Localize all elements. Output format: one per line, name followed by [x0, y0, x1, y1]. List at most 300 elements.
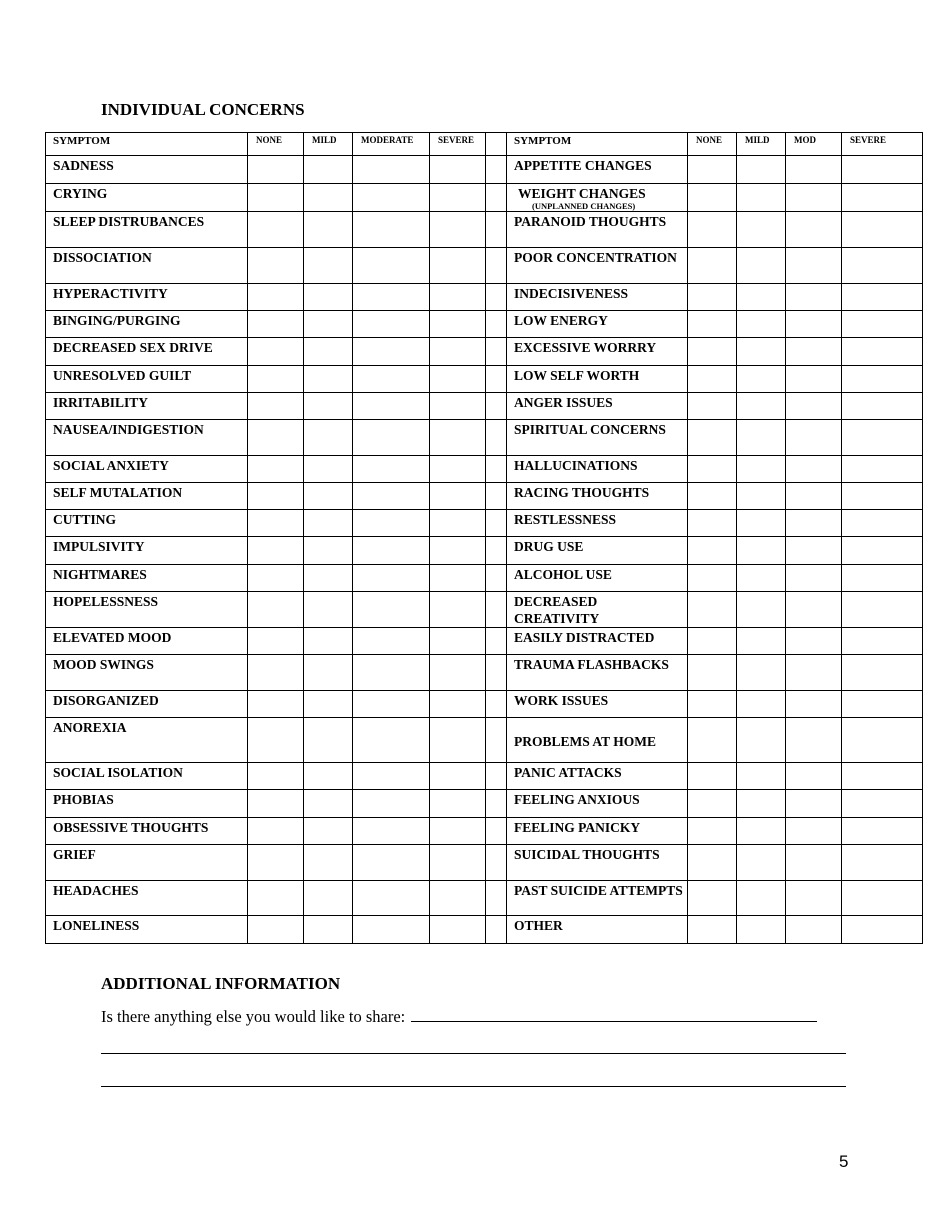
header-mild-left: MILD	[304, 133, 353, 156]
rating-cell-right-mod[interactable]	[786, 456, 842, 483]
rating-cell-left-none[interactable]	[248, 483, 304, 510]
rating-cell-left-moderate[interactable]	[353, 248, 430, 284]
rating-cell-right-none[interactable]	[688, 565, 737, 592]
table-row	[46, 510, 923, 537]
rating-cell-left-none[interactable]	[248, 338, 304, 366]
spacer-cell	[486, 718, 507, 763]
spacer-cell	[486, 483, 507, 510]
rating-cell-right-none[interactable]	[688, 393, 737, 420]
header-none-left: NONE	[248, 133, 304, 156]
symptom-label-left: HYPERACTIVITY	[46, 284, 248, 311]
rating-cell-left-severe[interactable]	[430, 818, 486, 845]
rating-cell-left-none[interactable]	[248, 763, 304, 790]
rating-cell-left-severe[interactable]	[430, 628, 486, 655]
symptom-label-left: OBSESSIVE THOUGHTS	[46, 818, 248, 845]
rating-cell-left-mild[interactable]	[304, 691, 353, 718]
table-row	[46, 483, 923, 510]
rating-cell-right-mild[interactable]	[737, 537, 786, 565]
spacer-cell	[486, 212, 507, 248]
rating-cell-right-none[interactable]	[688, 537, 737, 565]
rating-cell-left-mild[interactable]	[304, 818, 353, 845]
rating-cell-right-none[interactable]	[688, 311, 737, 338]
rating-cell-right-mod[interactable]	[786, 845, 842, 881]
rating-cell-left-moderate[interactable]	[353, 311, 430, 338]
rating-cell-right-mod[interactable]	[786, 284, 842, 311]
share-answer-line-3[interactable]	[101, 1086, 846, 1087]
table-row	[46, 628, 923, 655]
rating-cell-right-mod[interactable]	[786, 718, 842, 763]
rating-cell-left-moderate[interactable]	[353, 592, 430, 628]
header-none-right: NONE	[688, 133, 737, 156]
rating-cell-left-mild[interactable]	[304, 156, 353, 184]
rating-cell-right-none[interactable]	[688, 156, 737, 184]
table-row	[46, 184, 923, 212]
rating-cell-right-none[interactable]	[688, 718, 737, 763]
symptom-label-left: HEADACHES	[46, 881, 248, 916]
rating-cell-left-none[interactable]	[248, 818, 304, 845]
rating-cell-left-moderate[interactable]	[353, 718, 430, 763]
rating-cell-right-mod[interactable]	[786, 881, 842, 916]
rating-cell-right-mild[interactable]	[737, 184, 786, 212]
rating-cell-left-none[interactable]	[248, 691, 304, 718]
rating-cell-right-none[interactable]	[688, 248, 737, 284]
rating-cell-right-none[interactable]	[688, 763, 737, 790]
rating-cell-left-mild[interactable]	[304, 366, 353, 393]
rating-cell-left-none[interactable]	[248, 393, 304, 420]
rating-cell-left-severe[interactable]	[430, 592, 486, 628]
rating-cell-right-mod[interactable]	[786, 156, 842, 184]
symptom-label-right: SPIRITUAL CONCERNS	[507, 420, 688, 456]
rating-cell-right-mild[interactable]	[737, 311, 786, 338]
spacer-cell	[486, 881, 507, 916]
spacer-cell	[486, 565, 507, 592]
rating-cell-left-mild[interactable]	[304, 456, 353, 483]
rating-cell-right-severe[interactable]	[842, 655, 923, 691]
rating-cell-left-severe[interactable]	[430, 916, 486, 944]
symptom-label-right: RACING THOUGHTS	[507, 483, 688, 510]
rating-cell-right-mild[interactable]	[737, 338, 786, 366]
rating-cell-right-severe[interactable]	[842, 818, 923, 845]
table-row	[46, 845, 923, 881]
spacer-cell	[486, 916, 507, 944]
symptom-label-left: NIGHTMARES	[46, 565, 248, 592]
symptom-label-right: PANIC ATTACKS	[507, 763, 688, 790]
rating-cell-left-severe[interactable]	[430, 184, 486, 212]
spacer-cell	[486, 818, 507, 845]
rating-cell-right-mild[interactable]	[737, 691, 786, 718]
rating-cell-right-mod[interactable]	[786, 366, 842, 393]
rating-cell-right-severe[interactable]	[842, 718, 923, 763]
table-row	[46, 790, 923, 818]
rating-cell-left-mild[interactable]	[304, 284, 353, 311]
rating-cell-right-mild[interactable]	[737, 510, 786, 537]
symptom-label-left: SOCIAL ANXIETY	[46, 456, 248, 483]
symptom-label-right: LOW SELF WORTH	[507, 366, 688, 393]
symptom-label-right: PAST SUICIDE ATTEMPTS	[507, 881, 688, 916]
rating-cell-left-moderate[interactable]	[353, 691, 430, 718]
rating-cell-left-severe[interactable]	[430, 483, 486, 510]
share-answer-line-2[interactable]	[101, 1053, 846, 1054]
rating-cell-right-mild[interactable]	[737, 393, 786, 420]
page-number: 5	[839, 1152, 849, 1171]
rating-cell-left-moderate[interactable]	[353, 284, 430, 311]
rating-cell-left-moderate[interactable]	[353, 655, 430, 691]
rating-cell-left-mild[interactable]	[304, 565, 353, 592]
symptom-label-right: PARANOID THOUGHTS	[507, 212, 688, 248]
rating-cell-left-none[interactable]	[248, 366, 304, 393]
rating-cell-right-mod[interactable]	[786, 248, 842, 284]
rating-cell-left-none[interactable]	[248, 845, 304, 881]
rating-cell-left-severe[interactable]	[430, 284, 486, 311]
symptom-label-right: APPETITE CHANGES	[507, 156, 688, 184]
symptom-label-right: WORK ISSUES	[507, 691, 688, 718]
rating-cell-right-mild[interactable]	[737, 366, 786, 393]
rating-cell-right-severe[interactable]	[842, 284, 923, 311]
rating-cell-right-mild[interactable]	[737, 565, 786, 592]
rating-cell-left-mild[interactable]	[304, 248, 353, 284]
symptom-label-right: TRAUMA FLASHBACKS	[507, 655, 688, 691]
header-severe-left: SEVERE	[430, 133, 486, 156]
rating-cell-left-none[interactable]	[248, 565, 304, 592]
rating-cell-left-moderate[interactable]	[353, 156, 430, 184]
spacer-cell	[486, 592, 507, 628]
table-row	[46, 248, 923, 284]
header-spacer	[486, 133, 507, 156]
rating-cell-right-severe[interactable]	[842, 338, 923, 366]
rating-cell-left-severe[interactable]	[430, 311, 486, 338]
rating-cell-left-severe[interactable]	[430, 537, 486, 565]
rating-cell-left-none[interactable]	[248, 184, 304, 212]
rating-cell-right-none[interactable]	[688, 366, 737, 393]
rating-cell-left-mild[interactable]	[304, 338, 353, 366]
table-row	[46, 212, 923, 248]
rating-cell-right-mod[interactable]	[786, 510, 842, 537]
spacer-cell	[486, 790, 507, 818]
rating-cell-left-none[interactable]	[248, 537, 304, 565]
rating-cell-left-none[interactable]	[248, 510, 304, 537]
table-row	[46, 916, 923, 944]
rating-cell-right-severe[interactable]	[842, 628, 923, 655]
table-row	[46, 311, 923, 338]
rating-cell-right-none[interactable]	[688, 483, 737, 510]
table-row	[46, 592, 923, 628]
rating-cell-left-moderate[interactable]	[353, 184, 430, 212]
rating-cell-left-severe[interactable]	[430, 790, 486, 818]
rating-cell-left-severe[interactable]	[430, 691, 486, 718]
rating-cell-right-none[interactable]	[688, 184, 737, 212]
rating-cell-right-mod[interactable]	[786, 790, 842, 818]
rating-cell-right-mild[interactable]	[737, 248, 786, 284]
rating-cell-right-severe[interactable]	[842, 790, 923, 818]
rating-cell-right-severe[interactable]	[842, 483, 923, 510]
symptom-label-right: LOW ENERGY	[507, 311, 688, 338]
rating-cell-left-mild[interactable]	[304, 790, 353, 818]
rating-cell-left-moderate[interactable]	[353, 881, 430, 916]
rating-cell-left-severe[interactable]	[430, 565, 486, 592]
rating-cell-right-none[interactable]	[688, 510, 737, 537]
rating-cell-right-mild[interactable]	[737, 156, 786, 184]
rating-cell-left-moderate[interactable]	[353, 456, 430, 483]
rating-cell-right-none[interactable]	[688, 881, 737, 916]
rating-cell-left-severe[interactable]	[430, 510, 486, 537]
rating-cell-left-none[interactable]	[248, 284, 304, 311]
rating-cell-left-moderate[interactable]	[353, 790, 430, 818]
rating-cell-left-mild[interactable]	[304, 763, 353, 790]
table-row	[46, 818, 923, 845]
rating-cell-left-none[interactable]	[248, 592, 304, 628]
rating-cell-left-moderate[interactable]	[353, 212, 430, 248]
symptom-label-left: GRIEF	[46, 845, 248, 881]
share-question	[101, 1005, 817, 1027]
rating-cell-left-severe[interactable]	[430, 156, 486, 184]
section-title-individual-concerns: INDIVIDUAL CONCERNS	[101, 100, 305, 119]
rating-cell-right-none[interactable]	[688, 655, 737, 691]
table-row	[46, 338, 923, 366]
rating-cell-left-mild[interactable]	[304, 718, 353, 763]
rating-cell-right-severe[interactable]	[842, 184, 923, 212]
rating-cell-left-mild[interactable]	[304, 628, 353, 655]
rating-cell-left-mild[interactable]	[304, 184, 353, 212]
rating-cell-right-mod[interactable]	[786, 537, 842, 565]
rating-cell-left-mild[interactable]	[304, 845, 353, 881]
rating-cell-right-mild[interactable]	[737, 212, 786, 248]
symptom-label-right	[507, 184, 688, 212]
rating-cell-left-mild[interactable]	[304, 881, 353, 916]
symptom-label-left: UNRESOLVED GUILT	[46, 366, 248, 393]
symptom-label-left: SOCIAL ISOLATION	[46, 763, 248, 790]
rating-cell-right-none[interactable]	[688, 845, 737, 881]
symptom-label-right: DRUG USE	[507, 537, 688, 565]
rating-cell-left-mild[interactable]	[304, 212, 353, 248]
header-mild-right: MILD	[737, 133, 786, 156]
spacer-cell	[486, 763, 507, 790]
rating-cell-right-none[interactable]	[688, 212, 737, 248]
rating-cell-left-mild[interactable]	[304, 311, 353, 338]
symptom-table	[45, 132, 923, 944]
rating-cell-right-mild[interactable]	[737, 916, 786, 944]
rating-cell-right-mild[interactable]	[737, 628, 786, 655]
symptom-label-left: NAUSEA/INDIGESTION	[46, 420, 248, 456]
rating-cell-right-mild[interactable]	[737, 655, 786, 691]
rating-cell-left-mild[interactable]	[304, 483, 353, 510]
symptom-label-left: IRRITABILITY	[46, 393, 248, 420]
rating-cell-right-none[interactable]	[688, 818, 737, 845]
rating-cell-right-mod[interactable]	[786, 393, 842, 420]
table-header-row	[46, 133, 923, 156]
rating-cell-left-severe[interactable]	[430, 248, 486, 284]
rating-cell-right-mod[interactable]	[786, 483, 842, 510]
rating-cell-right-none[interactable]	[688, 420, 737, 456]
rating-cell-left-severe[interactable]	[430, 456, 486, 483]
rating-cell-right-severe[interactable]	[842, 691, 923, 718]
table-row	[46, 763, 923, 790]
rating-cell-right-severe[interactable]	[842, 916, 923, 944]
rating-cell-left-none[interactable]	[248, 718, 304, 763]
rating-cell-left-moderate[interactable]	[353, 510, 430, 537]
rating-cell-left-moderate[interactable]	[353, 420, 430, 456]
spacer-cell	[486, 311, 507, 338]
symptom-label-left: ELEVATED MOOD	[46, 628, 248, 655]
rating-cell-right-severe[interactable]	[842, 456, 923, 483]
rating-cell-right-mild[interactable]	[737, 718, 786, 763]
rating-cell-right-mod[interactable]	[786, 212, 842, 248]
rating-cell-left-none[interactable]	[248, 156, 304, 184]
rating-cell-left-moderate[interactable]	[353, 366, 430, 393]
rating-cell-right-none[interactable]	[688, 284, 737, 311]
rating-cell-right-severe[interactable]	[842, 156, 923, 184]
symptom-label-left: HOPELESSNESS	[46, 592, 248, 628]
rating-cell-left-none[interactable]	[248, 916, 304, 944]
share-answer-line-1[interactable]	[411, 1005, 817, 1022]
symptom-label-right-text: WEIGHT CHANGES	[518, 186, 646, 201]
symptom-label-left: PHOBIAS	[46, 790, 248, 818]
rating-cell-left-severe[interactable]	[430, 212, 486, 248]
rating-cell-right-mild[interactable]	[737, 763, 786, 790]
table-row	[46, 284, 923, 311]
table-row	[46, 691, 923, 718]
rating-cell-right-mild[interactable]	[737, 284, 786, 311]
rating-cell-left-severe[interactable]	[430, 763, 486, 790]
rating-cell-left-severe[interactable]	[430, 718, 486, 763]
rating-cell-left-moderate[interactable]	[353, 845, 430, 881]
rating-cell-left-moderate[interactable]	[353, 628, 430, 655]
rating-cell-left-mild[interactable]	[304, 420, 353, 456]
rating-cell-left-severe[interactable]	[430, 845, 486, 881]
rating-cell-left-severe[interactable]	[430, 393, 486, 420]
rating-cell-left-moderate[interactable]	[353, 338, 430, 366]
rating-cell-right-mod[interactable]	[786, 592, 842, 628]
rating-cell-right-mild[interactable]	[737, 818, 786, 845]
spacer-cell	[486, 537, 507, 565]
rating-cell-left-mild[interactable]	[304, 592, 353, 628]
rating-cell-right-severe[interactable]	[842, 366, 923, 393]
rating-cell-right-mod[interactable]	[786, 763, 842, 790]
symptom-label-right: ANGER ISSUES	[507, 393, 688, 420]
table-row	[46, 156, 923, 184]
rating-cell-left-mild[interactable]	[304, 916, 353, 944]
table-row	[46, 537, 923, 565]
rating-cell-right-mod[interactable]	[786, 565, 842, 592]
rating-cell-left-mild[interactable]	[304, 393, 353, 420]
rating-cell-left-severe[interactable]	[430, 881, 486, 916]
rating-cell-right-severe[interactable]	[842, 420, 923, 456]
rating-cell-right-mod[interactable]	[786, 818, 842, 845]
rating-cell-right-mod[interactable]	[786, 691, 842, 718]
rating-cell-right-none[interactable]	[688, 790, 737, 818]
rating-cell-right-severe[interactable]	[842, 845, 923, 881]
rating-cell-left-severe[interactable]	[430, 655, 486, 691]
header-severe-right: SEVERE	[842, 133, 923, 156]
rating-cell-left-mild[interactable]	[304, 537, 353, 565]
section-title-additional-information: ADDITIONAL INFORMATION	[101, 974, 341, 993]
rating-cell-right-severe[interactable]	[842, 763, 923, 790]
symptom-label-left: DISORGANIZED	[46, 691, 248, 718]
symptom-label-right: FEELING PANICKY	[507, 818, 688, 845]
rating-cell-left-severe[interactable]	[430, 338, 486, 366]
rating-cell-left-severe[interactable]	[430, 420, 486, 456]
rating-cell-right-severe[interactable]	[842, 510, 923, 537]
rating-cell-left-none[interactable]	[248, 420, 304, 456]
rating-cell-right-mild[interactable]	[737, 483, 786, 510]
rating-cell-right-mod[interactable]	[786, 628, 842, 655]
rating-cell-right-severe[interactable]	[842, 248, 923, 284]
rating-cell-right-none[interactable]	[688, 592, 737, 628]
rating-cell-right-none[interactable]	[688, 691, 737, 718]
rating-cell-left-moderate[interactable]	[353, 537, 430, 565]
rating-cell-right-mild[interactable]	[737, 845, 786, 881]
rating-cell-left-mild[interactable]	[304, 655, 353, 691]
rating-cell-right-mild[interactable]	[737, 456, 786, 483]
symptom-label-left: LONELINESS	[46, 916, 248, 944]
spacer-cell	[486, 393, 507, 420]
rating-cell-right-mod[interactable]	[786, 420, 842, 456]
header-symptom-left: SYMPTOM	[46, 133, 248, 156]
rating-cell-right-severe[interactable]	[842, 393, 923, 420]
rating-cell-left-mild[interactable]	[304, 510, 353, 537]
rating-cell-right-mod[interactable]	[786, 184, 842, 212]
rating-cell-left-none[interactable]	[248, 628, 304, 655]
rating-cell-left-none[interactable]	[248, 655, 304, 691]
rating-cell-right-none[interactable]	[688, 916, 737, 944]
rating-cell-left-moderate[interactable]	[353, 818, 430, 845]
rating-cell-right-severe[interactable]	[842, 311, 923, 338]
rating-cell-right-mild[interactable]	[737, 592, 786, 628]
symptom-label-left: DECREASED SEX DRIVE	[46, 338, 248, 366]
rating-cell-right-mild[interactable]	[737, 881, 786, 916]
rating-cell-right-mod[interactable]	[786, 916, 842, 944]
rating-cell-left-moderate[interactable]	[353, 483, 430, 510]
rating-cell-right-none[interactable]	[688, 628, 737, 655]
rating-cell-left-none[interactable]	[248, 790, 304, 818]
rating-cell-right-mild[interactable]	[737, 790, 786, 818]
table-row	[46, 655, 923, 691]
rating-cell-right-severe[interactable]	[842, 565, 923, 592]
table-row	[46, 420, 923, 456]
rating-cell-right-none[interactable]	[688, 456, 737, 483]
rating-cell-right-severe[interactable]	[842, 212, 923, 248]
rating-cell-left-moderate[interactable]	[353, 763, 430, 790]
table-row	[46, 718, 923, 763]
rating-cell-left-moderate[interactable]	[353, 916, 430, 944]
spacer-cell	[486, 366, 507, 393]
symptom-label-left: SELF MUTALATION	[46, 483, 248, 510]
rating-cell-right-severe[interactable]	[842, 537, 923, 565]
table-row	[46, 565, 923, 592]
spacer-cell	[486, 628, 507, 655]
rating-cell-right-severe[interactable]	[842, 881, 923, 916]
rating-cell-left-none[interactable]	[248, 456, 304, 483]
symptom-label-right: FEELING ANXIOUS	[507, 790, 688, 818]
rating-cell-left-none[interactable]	[248, 248, 304, 284]
rating-cell-left-moderate[interactable]	[353, 393, 430, 420]
rating-cell-left-none[interactable]	[248, 311, 304, 338]
rating-cell-right-mild[interactable]	[737, 420, 786, 456]
rating-cell-left-moderate[interactable]	[353, 565, 430, 592]
rating-cell-left-none[interactable]	[248, 212, 304, 248]
symptom-label-right: INDECISIVENESS	[507, 284, 688, 311]
rating-cell-right-none[interactable]	[688, 338, 737, 366]
rating-cell-right-mod[interactable]	[786, 311, 842, 338]
rating-cell-left-none[interactable]	[248, 881, 304, 916]
table-row	[46, 881, 923, 916]
symptom-label-left: ANOREXIA	[46, 718, 248, 763]
spacer-cell	[486, 248, 507, 284]
rating-cell-right-severe[interactable]	[842, 592, 923, 628]
rating-cell-left-severe[interactable]	[430, 366, 486, 393]
symptom-label-left: SADNESS	[46, 156, 248, 184]
rating-cell-right-mod[interactable]	[786, 655, 842, 691]
rating-cell-right-mod[interactable]	[786, 338, 842, 366]
